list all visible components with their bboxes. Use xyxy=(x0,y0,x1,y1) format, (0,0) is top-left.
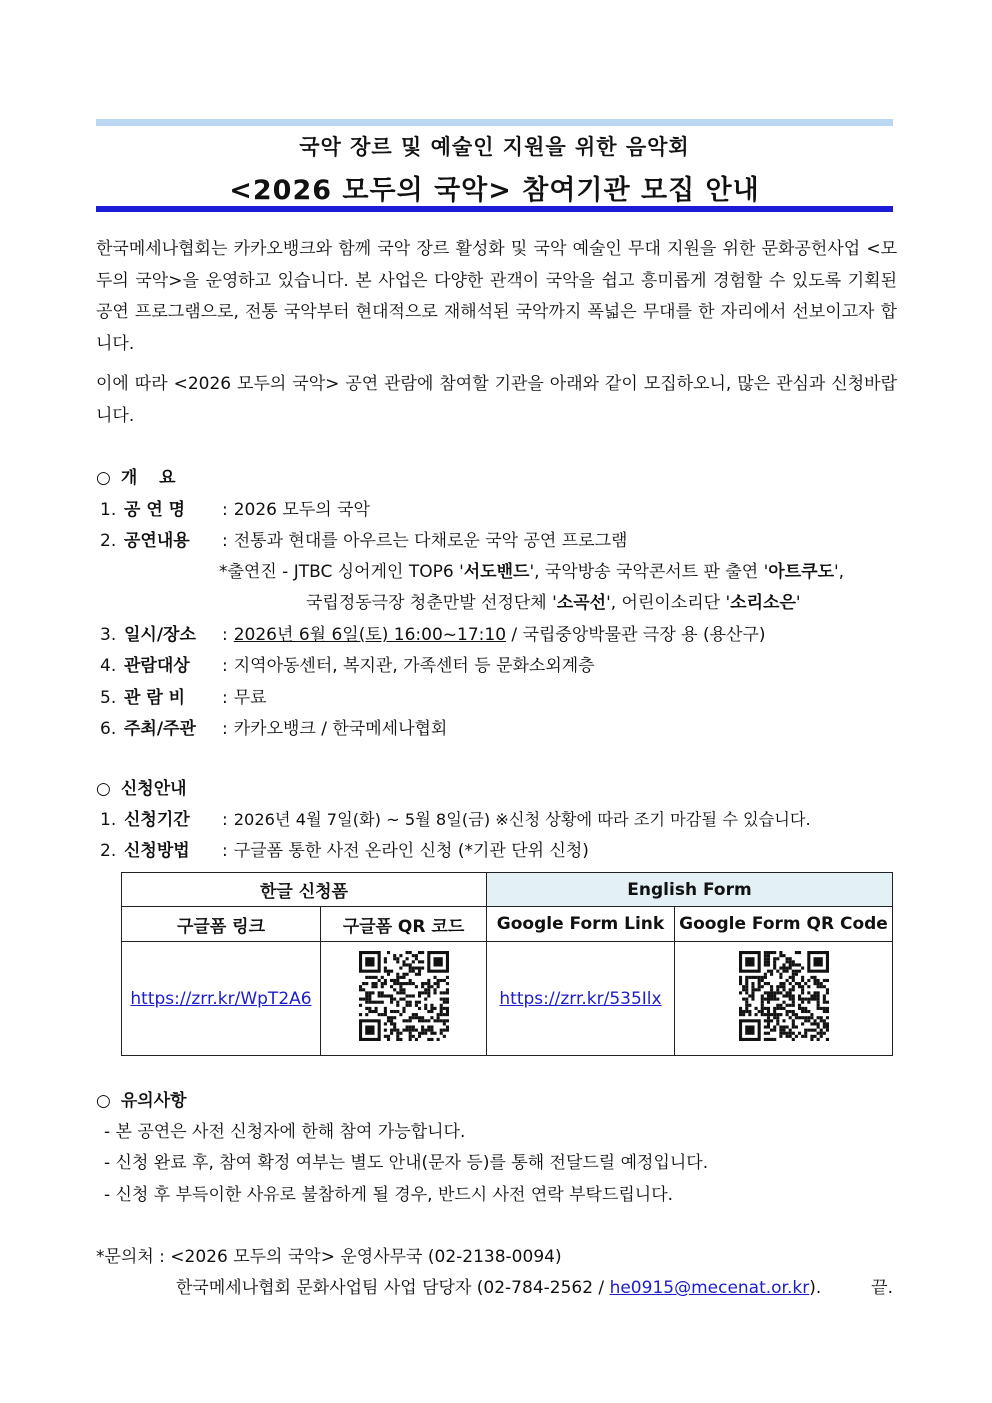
application-form-table xyxy=(121,872,893,1056)
item-number: 2. xyxy=(100,841,117,861)
intro-paragraph-1: 한국메세나협회는 카카오뱅크와 함께 국악 장르 활성화 및 국악 예술인 무대 지원을 위한 문화공헌사업 <모두의 국악>을 운영하고 있습니다. 본 사업은 다양한 관객이 국악을 쉽고 흥미롭게 경험할 수 있도록 기획된 공연 프로그램으로, 전통 국악부터 현대적으로 재해석된 국악까지 폭넓은 무대를 한 자리에서 선보이고자 합니다. xyxy=(96,239,897,354)
item-label: 주최/주관 xyxy=(124,719,196,739)
application-heading-label: 신청안내 xyxy=(120,779,187,799)
document-title: <2026 모두의 국악> 참여기관 모집 안내 xyxy=(229,175,760,206)
item-number: 4. xyxy=(100,656,117,676)
col-korean-link: 구글폼 링크 xyxy=(122,907,321,942)
end-mark: 끝. xyxy=(871,1278,893,1298)
qr-code-icon xyxy=(739,951,829,1041)
overview-item-host: 6. 주최/주관 : 카카오뱅크 / 한국메세나협회 xyxy=(100,714,447,739)
item-number: 6. xyxy=(100,719,117,739)
performers-text: 국립정동극장 청춘만발 선정단체 ' xyxy=(306,593,557,613)
overview-heading xyxy=(96,463,184,488)
performer-name: 서도밴드 xyxy=(463,562,530,582)
english-link-cell xyxy=(487,942,675,1056)
application-item-period: 1. 신청기간 : 2026년 4월 7일(화) ~ 5월 8일(금) ※신청 상황에 따라 조기 마감될 수 있습니다. xyxy=(100,805,811,830)
korean-qr-cell xyxy=(321,942,487,1056)
overview-heading-label: 개 요 xyxy=(120,468,184,488)
circle-bullet-icon: ○ xyxy=(96,779,111,799)
note-item: - 신청 완료 후, 참여 확정 여부는 별도 안내(문자 등)를 통해 전달드릴 예정입니다. xyxy=(104,1153,709,1173)
performers-line-2 xyxy=(306,588,801,613)
title-top-rule xyxy=(96,119,893,126)
contact-text: ). xyxy=(809,1278,822,1298)
overview-item-fee: 5. 관 람 비 : 무료 xyxy=(100,683,267,708)
item-value-suffix: / 국립중앙박물관 극장 용 (용산구) xyxy=(506,625,766,645)
contact-line-1: *문의처 : <2026 모두의 국악> 운영사무국 (02-2138-0094) xyxy=(96,1247,562,1267)
intro-paragraph-2: 이에 따라 <2026 모두의 국악> 공연 관람에 참여할 기관을 아래와 같이 모집하오니, 많은 관심과 신청바랍니다. xyxy=(96,374,897,426)
item-number: 2. xyxy=(100,531,117,551)
item-value: 2026 모두의 국악 xyxy=(233,500,370,520)
item-value: 전통과 현대를 아우르는 다채로운 국악 공연 프로그램 xyxy=(233,531,628,551)
item-value: 무료 xyxy=(233,688,267,708)
overview-item-title: 1. 공 연 명 : 2026 모두의 국악 xyxy=(100,495,370,520)
document-subtitle: 국악 장르 및 예술인 지원을 위한 음악회 xyxy=(299,135,690,159)
performers-text: ', 어린이소리단 ' xyxy=(606,593,731,613)
performers-text: ', 국악방송 국악콘서트 판 출연 ' xyxy=(529,562,769,582)
application-heading xyxy=(96,774,187,799)
contact-line-2 xyxy=(176,1273,821,1298)
overview-item-datetime: 3. 일시/장소 : 2026년 6월 6일(토) 16:00~17:10 / 국립중앙박물관 극장 용 (용산구) xyxy=(100,620,766,645)
application-item-method: 2. 신청방법 : 구글폼 통한 사전 온라인 신청 (*기관 단위 신청) xyxy=(100,836,589,861)
item-value: 카카오뱅크 / 한국메세나협회 xyxy=(233,719,448,739)
item-label: 일시/장소 xyxy=(124,625,196,645)
notes-heading xyxy=(96,1086,187,1111)
col-english-qr: Google Form QR Code xyxy=(675,907,893,942)
qr-code-icon xyxy=(359,951,449,1041)
circle-bullet-icon: ○ xyxy=(96,468,111,488)
performers-text: ', xyxy=(834,562,845,582)
item-label: 신청방법 xyxy=(124,841,190,861)
notes-heading-label: 유의사항 xyxy=(120,1091,187,1111)
item-value: 2026년 4월 7일(화) ~ 5월 8일(금) ※신청 상황에 따라 조기 마감될 수 있습니다. xyxy=(233,810,811,829)
note-item: - 신청 후 부득이한 사유로 불참하게 될 경우, 반드시 사전 연락 부탁드립니다. xyxy=(104,1185,674,1205)
item-value: 지역아동센터, 복지관, 가족센터 등 문화소외계층 xyxy=(233,656,595,676)
col-english-link: Google Form Link xyxy=(487,907,675,942)
overview-item-audience: 4. 관람대상 : 지역아동센터, 복지관, 가족센터 등 문화소외계층 xyxy=(100,651,595,676)
performers-text: *출연진 - JTBC 싱어게인 TOP6 ' xyxy=(219,562,464,582)
item-label: 신청기간 xyxy=(124,810,190,830)
overview-item-content: 2. 공연내용 : 전통과 현대를 아우르는 다채로운 국악 공연 프로그램 xyxy=(100,526,627,551)
circle-bullet-icon: ○ xyxy=(96,1091,111,1111)
item-number: 1. xyxy=(100,500,117,520)
item-label: 관람대상 xyxy=(124,656,190,676)
note-item: - 본 공연은 사전 신청자에 한해 참여 가능합니다. xyxy=(104,1122,466,1142)
item-number: 5. xyxy=(100,688,117,708)
item-value: 구글폼 통한 사전 온라인 신청 (*기관 단위 신청) xyxy=(233,841,589,861)
item-label: 관 람 비 xyxy=(124,688,186,708)
col-korean-qr: 구글폼 QR 코드 xyxy=(321,907,487,942)
english-form-header: English Form xyxy=(487,873,893,907)
performer-name: 소리소은 xyxy=(730,593,796,613)
english-form-link[interactable]: https://zrr.kr/535Ilx xyxy=(499,988,662,1009)
item-number: 3. xyxy=(100,625,117,645)
performers-text: ' xyxy=(795,593,801,613)
korean-form-link[interactable]: https://zrr.kr/WpT2A6 xyxy=(130,988,312,1009)
title-bottom-rule xyxy=(96,206,893,212)
performer-name: 아트쿠도 xyxy=(768,562,834,582)
item-number: 1. xyxy=(100,810,117,830)
korean-link-cell xyxy=(122,942,321,1056)
english-qr-cell xyxy=(675,942,893,1056)
contact-email-link[interactable]: he0915@mecenat.or.kr xyxy=(609,1278,810,1298)
item-label: 공연내용 xyxy=(124,531,190,551)
performers-line-1 xyxy=(219,557,844,582)
contact-text: 한국메세나협회 문화사업팀 사업 담당자 (02-784-2562 / xyxy=(176,1278,610,1298)
korean-form-header: 한글 신청폼 xyxy=(122,873,487,907)
performer-name: 소곡선 xyxy=(556,593,607,613)
item-label: 공 연 명 xyxy=(124,500,186,520)
item-value: 2026년 6월 6일(토) 16:00~17:10 xyxy=(233,625,507,645)
